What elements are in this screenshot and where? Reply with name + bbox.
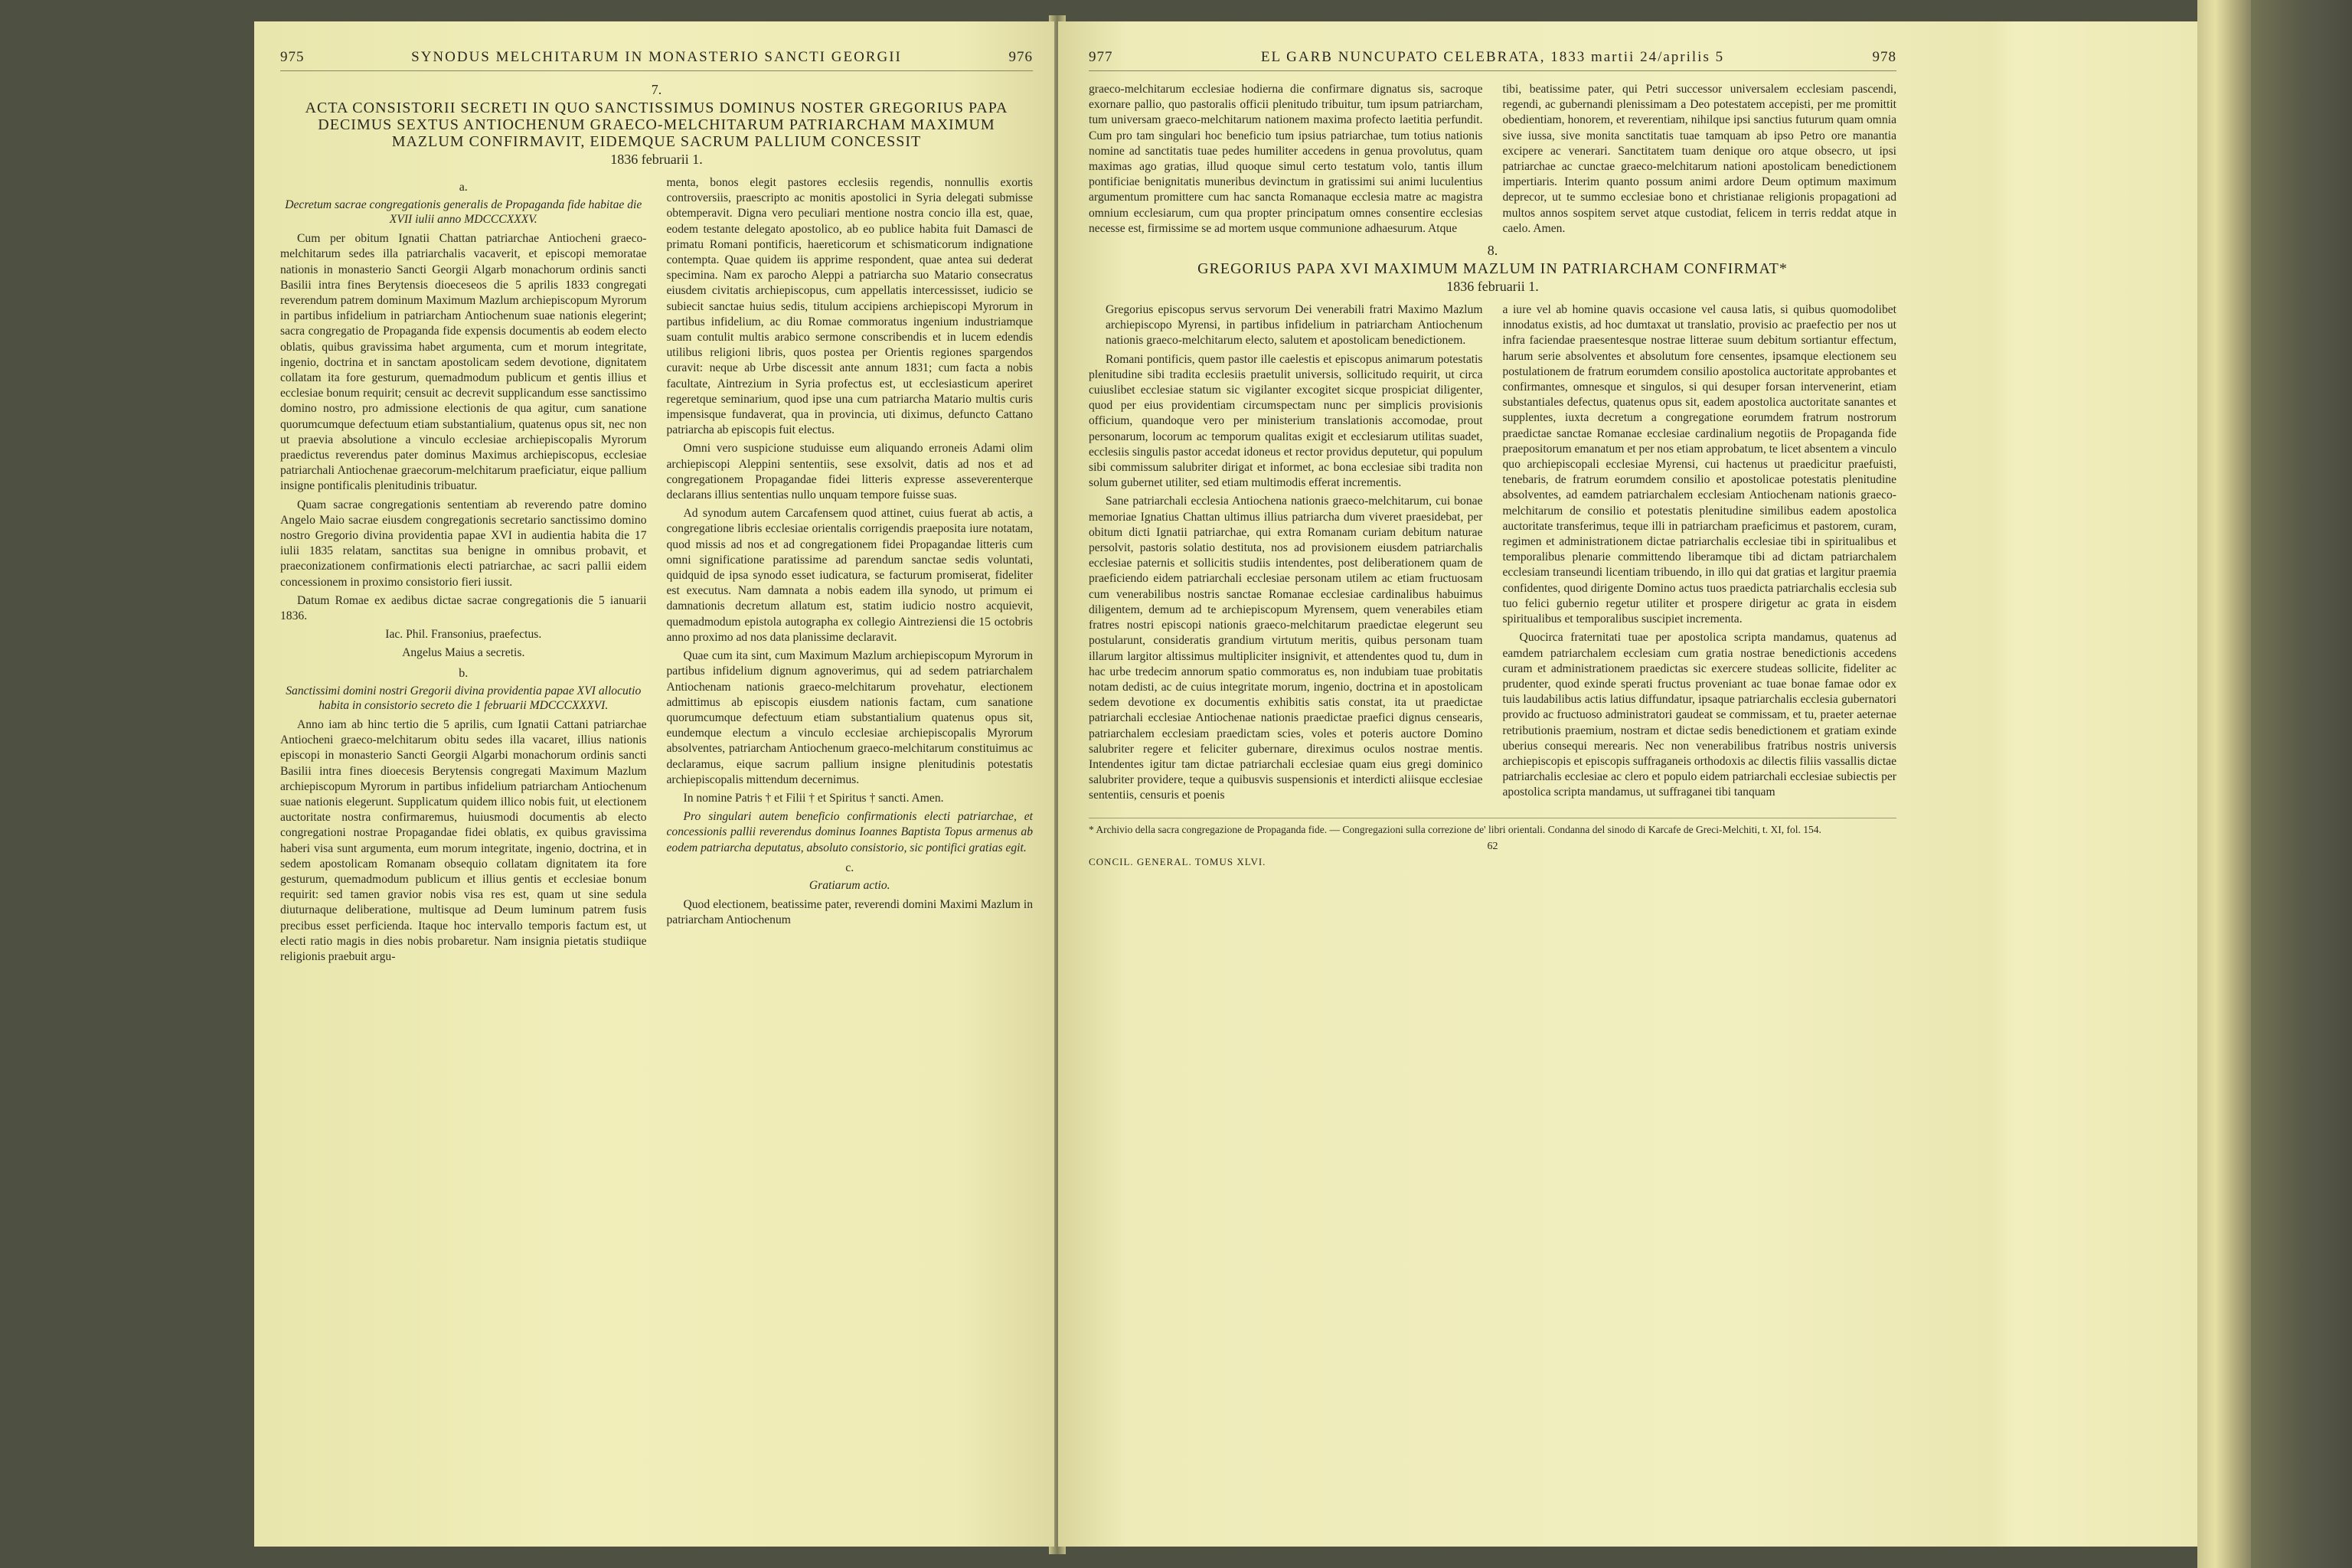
text-column-1: [280, 175, 647, 968]
page-number: 975: [280, 49, 305, 65]
paragraph: Anno iam ab hinc tertio die 5 aprilis, cum Ignatii Cattani patriarchae Antiocheni graeco-melchitarum obitu sedes illa vacaret, illius nationis episcopi in monasterio Sancti Georgii Algarbi monachorum ordinis sancti Basilii intra fines dioecesis Berytensis congregati Maximum Mazlum archiepiscopum Myrorum in partibus infidelium patriarcham Antiochenum suae nationis elegerunt. Supplicatum quidem illico nobis fuit, ut electionem auctoritate nostra confirmaremus, huiusmodi documentis ab electo congregationi nostrae Propagandae fidei oblatis, ex quibus gravissima haberi visa sunt argumenta, eum morum integritate, ingenio, doctrina, et in sedem apostolicam Romanam obsequio collatam dignitatem ita fore gesturum, quemadmodum publicum et illius gentis et ecclesiae bonum requirit: sed tamen gravior nobis visa res est, quam ut sine sedula diuturnaque deliberatione, multisque ad Deum luminum patrem fusis precibus esset perficienda. Itaque hoc intervallo temporis factum est, ut electi ratio magis in dies nobis probaretur. Nam insignia pietatis studiique religionis praebuit argu-: [280, 717, 647, 963]
paragraph: Quae cum ita sint, cum Maximum Mazlum archiepiscopum Myrorum in partibus infidelium dignum agnoverimus, qui ad sedem patriarchalem Antiochenam nationis graeco-melchitarum provehatur, electionem admittimus ab episcopis eiusdem nationis factam, cum sanatione quorumcumque defectuum etiam substantialium quatenus opus sit, eundemque electum a vinculo ecclesiae archiepiscopalis Myrorum absolventes, patriarcham Antiochenum graeco-melchitarum constituimus ac declaramus, eique sacrum pallium insigne plenitudinis potestatis archiepiscopalis mittendum decernimus.: [666, 649, 1033, 786]
paragraph: menta, bonos elegit pastores ecclesiis regendis, nonnullis exortis controversiis, praescripto ac monitis apostolici in Syria delegati submisse obtemperavit. Digna vero peculiari mentione nostra concio illa est, quae, eodem testante delegato apostolico, ab eo publice habita fuit Damasci de primatu Romani pontificis, haereticorum et schismaticorum indignatione contempta. Quae quidem iis apprime respondent, quae antea sui dederat specimina. Nam ex parocho Aleppi a patriarcha suo Matario consecratus eiusdem civitatis archiepiscopus, cum appellatis intercessisset, iudicio se subiecit sanctae huius sedis, titulum accipiens archiepiscopi Myrorum in partibus infidelium, ac diu Romae commoratus ingenium industriamque suam contulit multis arabico sermone conscribendis et in lucem edendis utilibus religioni libris, quos postea per Orientis regiones spargendos curavit: neque ab Urbe discessit ante annum 1831; cum facta a nobis facultate, Aintrezium in Syria profectus est, ut ecclesiasticum aperiret regeretque seminarium, quod ipse una cum patriarcha Matario multis curis impensisque fundaverat, qua in provincia, uti diximus, defuncto Cattano patriarcha ab episcopis fuit electus.: [666, 176, 1033, 437]
paragraph: Cum per obitum Ignatii Chattan patriarchae Antiocheni graeco-melchitarum sedes illa patriarchalis vacaverit, et episcopi memoratae nationis in monasterio Sancti Georgii Algarb monachorum ordinis sancti Basilii intra fines Berytensis dioeceseos die 5 aprilis 1833 congregati reverendum patrem dominum Maximum Mazlum archiepiscopum Myrorum in partibus infidelium in patriarcham Antiochenum suae nationis elegerint; sacra congregatio de Propaganda fide expensis documentis ab eodem electo oblatis, quibus gravissima habet argumenta, cum et morum integritate, ingenio, doctrina et in sanctam apostolicam sedem devotione, dignitatem collatam ita fore gesturum, quemadmodum publicum et gentis illius et ecclesiae bonum requirit; censuit ac decrevit supplicandum esse sanctissimo domino nostro, pro admissione electionis de qua agitur, cum sanatione quorumcumque defectuum etiam substantialium, quatenus opus sit, nec non ut praevia absolutione a vinculo ecclesiae archiepiscopalis Myrorum praedictus reverendus pater dominus Maximus archiepiscopus, ecclesiae patriarchali Antiochenae graecorum-melchitarum praeficiatur, eique pallium insigne pontificalis plenitudinis tribuatur.: [280, 232, 647, 493]
signature-mark: 62: [1487, 840, 1498, 852]
document-date: 1836 februarii 1.: [610, 152, 703, 167]
text-column-2: [667, 175, 1034, 968]
text-columns-bottom: [1089, 302, 1896, 807]
text-columns-top: [1089, 82, 1896, 240]
paragraph: Quod electionem, beatissime pater, reverendi domini Maximi Mazlum in patriarcham Antiochenum: [666, 897, 1033, 927]
paragraph: graeco-melchitarum ecclesiae hodierna die confirmare dignatus sis, sacroque exornare pallio, quo pastoralis officii plenitudo tribuitur, tum ipsum patriarcham, tum universam graeco-melchitarum nationem maxima profecto laetitia perfundit. Cum pro tam singulari hoc beneficio tum ipsius patriarchae, tum totius nationis nomine ad sanctitatis tuae pedes humiliter accedens in genua provolutus, quam maximas ago gratias, illud quoque simul certo testatum volo, tantis illum pontificiae benignitatis muneribus devinctum in gratissimi sui animi luculentius argumentum promittere cum hac sancta Romanaque ecclesia matre ac magistra omnium ecclesiarum, cum qua propter principatum omnes consentire ecclesias necesse est, firmissime se ad mortem usque communione adhaesurum. Atque: [1089, 83, 1483, 235]
subsection-title: Gratiarum actio.: [808, 878, 890, 892]
paragraph: a iure vel ab homine quavis occasione vel causa latis, si quibus quomodolibet innodatus existis, ad hoc dumtaxat ut translatio, provisio ac praefectio per nos ut infra faciendae praesentesque nostrae litterae suum debitum sortiantur effectum, harum serie absolventes et absolutum fore censentes, ipsamque electionem seu postulationem de fratrum eorumdem consilio apostolica auctoritate approbantes et confirmantes, omnesque et singulos, si qui desuper forsan intervenerint, etiam substantiales defectus, quatenus opus sit, eadem apostolica auctoritate sanantes et supplentes, iuxta decretum a congregatione eorumdem fratrum nostrorum praedictae sanctae Romanae ecclesiae cardinalium negotiis de Propaganda fide praepositorum emanatum et per nos etiam approbatum, te licet absentem a vinculo quo archiepiscopali ecclesiae Myrensi, cui hactenus ut praedicitur praefuisti, tenebaris, de fratrum eorumdem consilio et apostolicae potestatis plenitudine absolventes, ad eamdem patriarchalem ecclesiam Antiochenam nationis graeco-melchitarum de consilio et potestatis plenitudine similibus eadem apostolica auctoritate transferimus, teque illi in patriarcham praeficimus et pastorem, curam, regimen et administrationem dictae patriarchalis ecclesiae tibi in spiritualibus et temporalibus plenarie committendo liberamque tibi ad dictam patriarchalem ecclesiam transeundi licentiam tribuendo, in illo qui dat gratias et largitur praemia confidentes, quod dirigente Domino actus tuos praedicta patriarchalis ecclesia sub tuo felici gubernio regetur utiliter et prospere dirigetur ac grata in eisdem spiritualibus et temporalibus suscipiet incrementa.: [1502, 303, 1896, 626]
paragraph: Datum Romae ex aedibus dictae sacrae congregationis die 5 ianuarii 1836.: [280, 593, 647, 623]
text-column-1: [1089, 82, 1483, 240]
subsection-title: Decretum sacrae congregationis generalis de Propaganda fide habitae die XVII iulii anno MDCCCXXXV.: [285, 198, 642, 227]
section-number: 8.: [1487, 243, 1498, 259]
document-title: ACTA CONSISTORII SECRETI IN QUO SANCTISSIMUS DOMINUS NOSTER GREGORIUS PAPA DECIMUS SEXTUS ANTIOCHENUM GRAECO-MELCHITARUM PATRIARCHAM MAXIMUM MAZLUM CONFIRMAVIT, EIDEMQUE SACRUM PALLIUM CONCESSIT: [305, 100, 1008, 150]
paragraph: Quocirca fraternitati tuae per apostolica scripta mandamus, quatenus ad eamdem patriarchalem ecclesiam cum gratia nostrae benedictionis accedens curam et administrationem praedictas sic exercere studeas sollicite, fideliter ac prudenter, quod exinde sperati fructus proveniant ac tuae bonae famae odor ex tuis laudabilibus actis latius diffundatur, ipsaque patriarchalis ecclesia gubernatori provido ac fructuoso administratori gaudeat se commissam, et tu, praeter aeternae retributionis praemium, nostram et dictae sedis benedictionem et gratiam exinde uberius consequi merearis. Nec non venerabilibus fratribus nostris universis archiepiscopis et episcopis suffraganeis orthodoxis ac dilectis filiis vassallis dictae patriarchalis ecclesiae ac clero et populo eidem patriarchali ecclesiae subiectis per apostolica scripta mandamus, ut suffraganei tibi tanquam: [1502, 631, 1896, 799]
paragraph: Sane patriarchali ecclesia Antiochena nationis graeco-melchitarum, cui bonae memoriae Ignatius Chattan ultimus illius patriarcha dum viveret praesidebat, per obitum dicti Ignatii patriarchae, qui extra Romanam curiam debitum naturae persolvit, pastoris solatio destituta, nos ad provisionem eiusdem patriarchalis ecclesiae paternis et sollicitis studiis intendentes, post deliberationem quam de praeficiendo eidem patriarchali ecclesiae personam utilem ac etiam fructuosam cum venerabilibus nostris sanctae Romanae ecclesiae cardinalibus habuimus diligentem, demum ad te archiepiscopum Myrensem, quem venerabiles etiam fratres nostri episcopi nationis graeco-melchitarum praedictae elegerunt seu postularunt, consideratis grandium virtutum meritis, quibus personam tuam illarum largitor altissimus multipliciter insignivit, et attendentes quod tu, dum in hac urbe tredecim annorum spatio commoratus es, non indubiam tuae probitatis notam dedisti, ac de cuius integritate morum, ingenio, doctrina et in apostolicam sedem devotione ex documentis exhibitis satis constat, ita ut praedictae patriarchali ecclesiae Antiochenae nationis praedictae praefici dignus censearis, patriarchalem ecclesiam praedictam scies, voles et poteris auctore Domino salubriter regere et feliciter gubernare, direximus oculos nostrae mentis. Intendentes igitur tam dictae patriarchali ecclesiae quam eius gregi dominico salubriter providere, teque a quibusvis suspensionis et interdicti aliisque ecclesiae sententiis, censuris et poenis: [1089, 495, 1483, 802]
document-date: 1836 februarii 1.: [1446, 279, 1539, 295]
right-page: [1058, 21, 2197, 1547]
page-number: 977: [1089, 49, 1113, 65]
text-columns: [280, 175, 1033, 968]
page-edges: [2197, 0, 2251, 1568]
signature-line: Iac. Phil. Fransonius, praefectus.: [385, 628, 542, 642]
section-number: 7.: [651, 82, 662, 97]
paragraph: In nomine Patris † et Filii † et Spiritus † sancti. Amen.: [683, 791, 944, 805]
text-column-1: [1089, 302, 1483, 807]
left-page: [254, 21, 1054, 1547]
paragraph: tibi, beatissime pater, qui Petri successor universalem ecclesiam pascendi, regendi, ac gubernandi plenissimam a Deo potestatem accepisti, per me promittit obedientiam, honorem, et reverentiam, nihilque ipsi sanctius futurum quam omnia sive iussa, sive monita sanctitatis tuae tamquam ab ipso Petro ore manantia excipere ac venerari. Sanctitatem tuam denique oro atque obsecro, ut ipsi patriarchae ac cunctae graeco-melchitarum nationi apostolicam benedictionem impertiaris. Interim quanto possum animi ardore Deum optimum maximum deprecor, ut te summo ecclesiae bono et christianae religionis propagationi ad multos annos sospitem servet atque custodiat, felicem in terris reddat atque in caelo. Amen.: [1502, 83, 1896, 235]
book-cover-edge: [2251, 0, 2352, 1568]
salutation: Gregorius episcopus servus servorum Dei venerabili fratri Maximo Mazlum archiepiscopo Myrensi, in partibus infidelium in patriarcham Antiochenum nationis graeco-melchitarum electo, salutem et apostolicam benedictionem.: [1106, 303, 1483, 348]
paragraph: Quam sacrae congregationis sententiam ab reverendo patre domino Angelo Maio sacrae eiusdem congregationis secretario sanctissimo domino nostro Gregorio divina providentia papae XVI in audientia habita die 17 iulii 1835 relatam, sanctitas sua benigne in omnibus probavit, et praeconizationem confirmationis electi patriarchae, ac sacri pallii eidem concessionem in proximo consistorio fieri iussit.: [280, 498, 647, 589]
page-number: 976: [1008, 49, 1033, 65]
italic-paragraph: Pro singulari autem beneficio confirmationis electi patriarchae, et concessionis pallii reverendus dominus Ioannes Baptista Topus armenus ab eodem patriarcha deputatus, absoluto consistorio, sic pontifici gratias egit.: [666, 810, 1033, 854]
paragraph: Omni vero suspicione studuisse eum aliquando erroneis Adami olim archiepiscopi Aleppini sententiis, sese exsolvit, datis ad nos et ad congregationem Propagandae fidei litteris expresse asseverenterque declarans illius sententias nullo unquam tempore fuisse suas.: [666, 442, 1033, 502]
running-title: EL GARB NUNCUPATO CELEBRATA, 1833 martii 24/aprilis 5: [1260, 49, 1725, 65]
paragraph: Romani pontificis, quem pastor ille caelestis et episcopus animarum potestatis plenitudine sibi tradita ecclesiis praetulit universis, sollicitudo requirit, ut circa cuiuslibet ecclesiae statum sic vigilanter excogitet sicque prospiciat diligenter, quod per eius providentiam circumspectam nunc per simplicis provisionis officium, quandoque vero per ministerium translationis accomodae, prout personarum, locorum ac temporum qualitas exigit et ecclesiarum utilitas suadet, ecclesiis singulis pastor accedat idoneus et rector providus deputetur, qui populum sibi commissum salubriter dirigat et informet, ac bona ecclesiae sibi tradita non solum gubernet utiliter, sed etiam multimodis efferat incrementis.: [1089, 352, 1483, 490]
subsection-title: Sanctissimi domini nostri Gregorii divina providentia papae XVI allocutio habita in consistorio secreto die 1 februarii MDCCCXXXVI.: [286, 684, 642, 712]
subsection-label: a.: [459, 181, 468, 194]
volume-line: CONCIL. GENERAL. TOMUS XLVI.: [1089, 855, 1266, 867]
running-title: SYNODUS MELCHITARUM IN MONASTERIO SANCTI GEORGII: [411, 49, 902, 65]
running-head-right: [1089, 49, 1896, 71]
text-column-2: [1503, 302, 1897, 807]
subsection-label: b.: [459, 666, 469, 680]
footnote: * Archivio della sacra congregazione de Propaganda fide. — Congregazioni sulla correzione de' libri orientali. Condanna del sinodo di Karcafe de Greci-Melchiti, t. XI, fol. 154.: [1089, 818, 1896, 836]
running-head-left: [280, 49, 1033, 71]
signature-line: Angelus Maius a secretis.: [402, 646, 525, 660]
paragraph: Ad synodum autem Carcafensem quod attinet, cuius fuerat ab actis, a congregatione libris ecclesiae orientalis corrigendis praeposita iure notatam, quod missis ad nos et ad congregationem fidei Propagandae litteris cum omni significatione paratissime ad parendum sanctae sedis voluntati, quidquid de ipsa synodo esset iudicatura, se facturum promiserat, fideliter est executus. Nam damnata a nobis eadem illa synodo, ut primum ei damnationis decretum allatum est, statim iudicio nostro acquievit, quemadmodum epistola autographa ex collegio Aintreziensi die 15 octobris anno proximo ad nos data planissime declaravit.: [666, 507, 1033, 644]
document-title: GREGORIUS PAPA XVI MAXIMUM MAZLUM IN PATRIARCHAM CONFIRMAT*: [1197, 260, 1788, 278]
page-number: 978: [1872, 49, 1896, 65]
right-text-area: [1089, 49, 1896, 868]
subsection-label: c.: [845, 861, 854, 874]
text-column-2: [1503, 82, 1897, 240]
